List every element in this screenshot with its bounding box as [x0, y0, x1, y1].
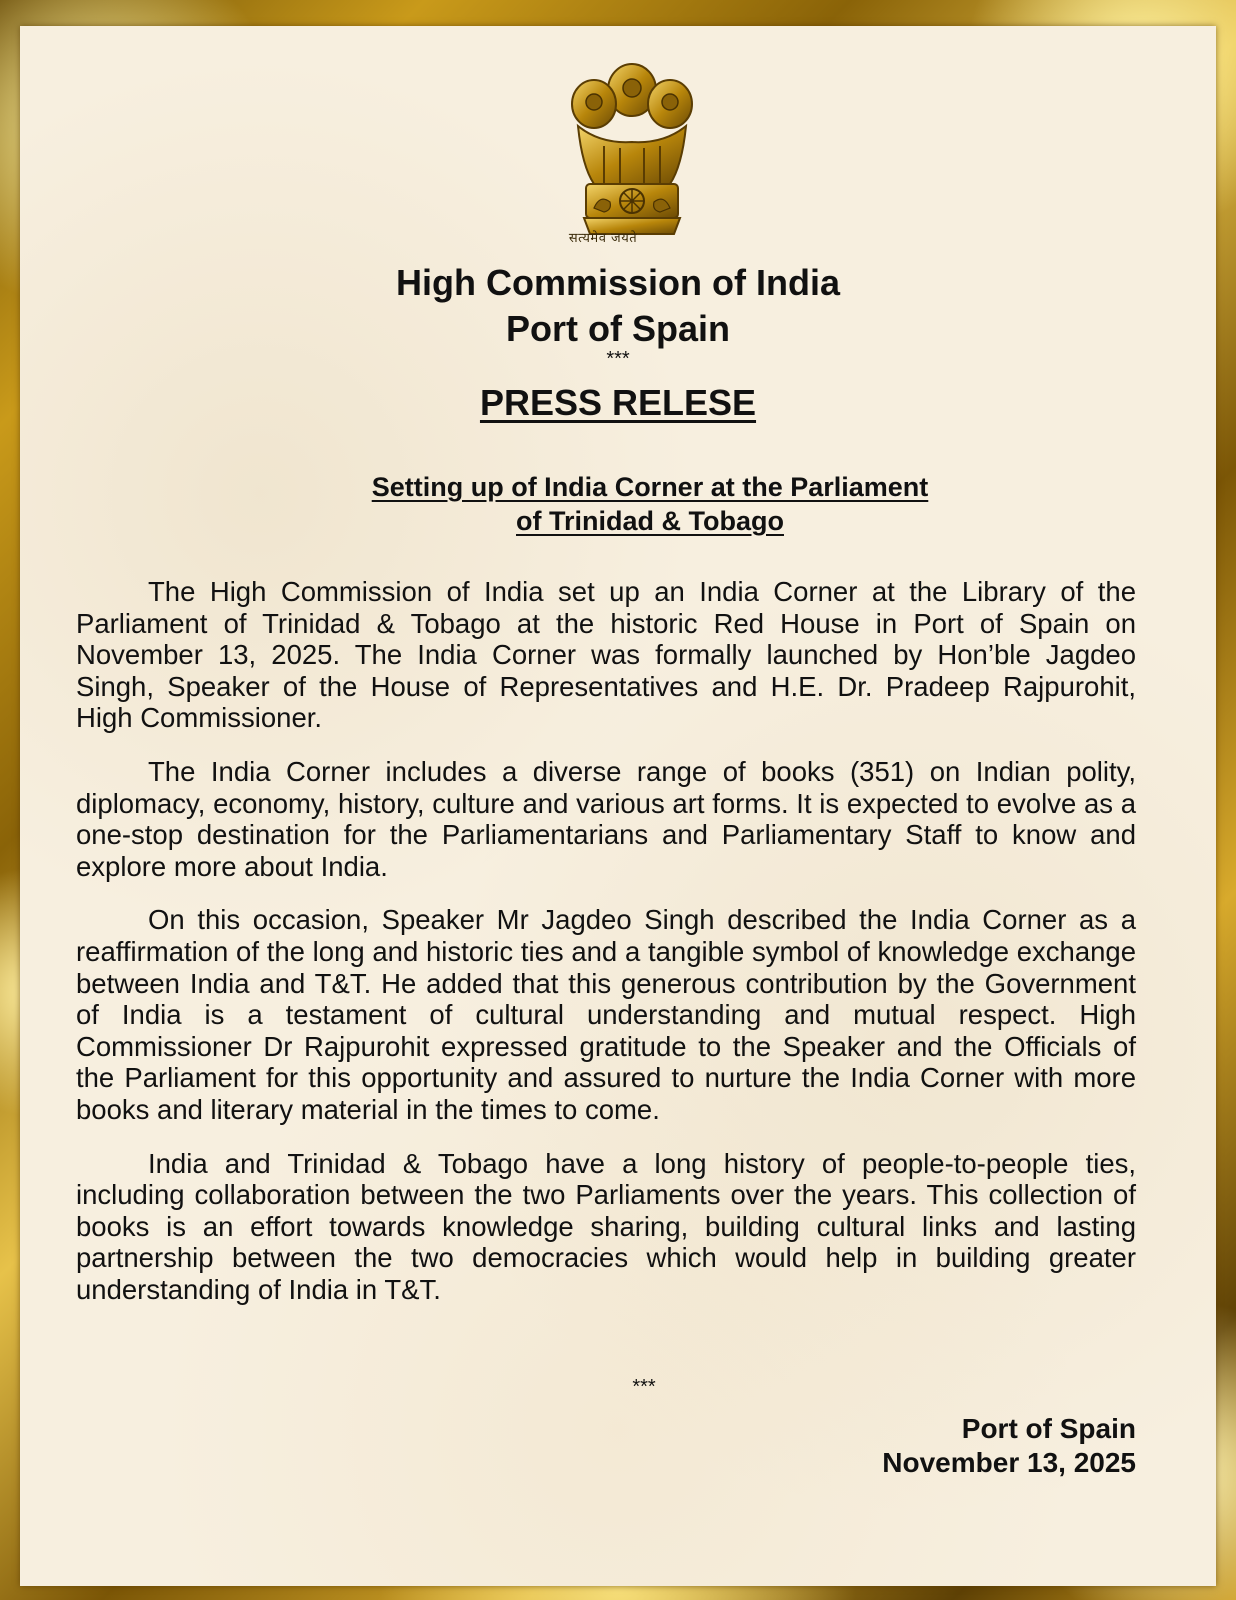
paragraph: The India Corner includes a diverse range of books (351) on Indian polity, diplomacy, economy, history, culture and various art forms. It is expected to evolve as a one-stop destination for the Parliamentarians and Parliamentary Staff to know and explore more about India. [76, 755, 1136, 882]
press-release-body [76, 576, 1136, 1327]
subject-line-1: Setting up of India Corner at the Parliament [371, 472, 929, 502]
paragraph: On this occasion, Speaker Mr Jagdeo Singh described the India Corner as a reaffirmation of the long and historic ties and a tangible symbol of knowledge exchange between India and T&T. He added that this generous contribution by the Government of India is a testament of cultural understanding and mutual respect. High Commissioner Dr Rajpurohit expressed gratitude to the Speaker and the Officials of the Parliament for this opportunity and assured to nurture the India Corner with more books and literary material in the times to come. [76, 904, 1136, 1125]
emblem-motto: सत्यमेव जयते [568, 231, 638, 246]
subject-line-2: of Trinidad & Tobago [516, 506, 784, 536]
paragraph: India and Trinidad & Tobago have a long history of people-to-people ties, including collaboration between the two Parliaments over the years. This collection of books is an effort towards knowledge sharing, building cultural links and lasting partnership between the two democracies which would help in building greater understanding of India in T&T. [76, 1147, 1136, 1305]
document-type-title: PRESS RELESE [479, 382, 757, 423]
paragraph: The High Commission of India set up an India Corner at the Library of the Parliament of Trinidad & Tobago at the historic Red House in Port of Spain on November 13, 2025. The India Corner was formally launched by Hon’ble Jagdeo Singh, Speaker of the House of Representatives and H.E. Dr. Pradeep Rajpurohit, High Commissioner. [76, 576, 1136, 734]
subject-heading [220, 470, 1080, 538]
closing-date: November 13, 2025 [882, 1447, 1136, 1478]
document-paper [20, 26, 1216, 1586]
signature-block [882, 1412, 1136, 1480]
closing-place: Port of Spain [961, 1413, 1136, 1444]
national-emblem-icon [564, 56, 700, 286]
header-separator: *** [606, 348, 630, 370]
closing-separator: *** [632, 1376, 656, 1398]
organization-city: Port of Spain [506, 308, 730, 349]
organization-name: High Commission of India [395, 262, 840, 303]
